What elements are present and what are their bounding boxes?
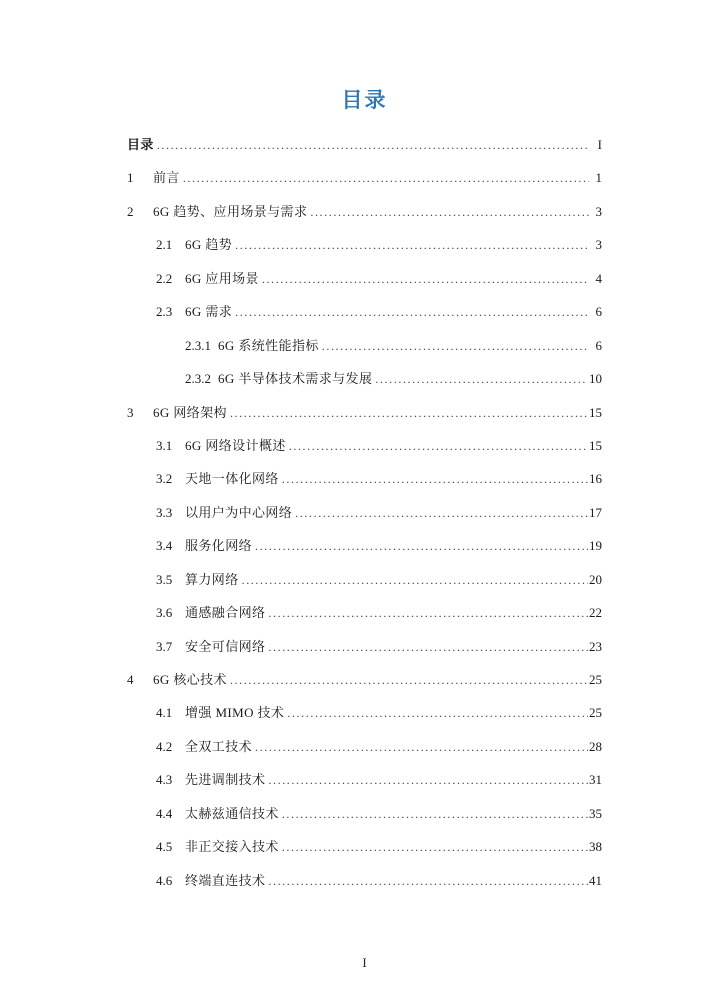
footer-page-number: I	[362, 955, 367, 970]
toc-entry-number: 4.3	[156, 772, 173, 788]
toc-entry-label: 前言	[153, 170, 180, 186]
toc-entry-page: 3	[595, 237, 602, 253]
toc-entry[interactable]	[127, 663, 602, 696]
toc-dot-leader	[262, 262, 589, 296]
toc-dot-leader	[282, 830, 588, 864]
toc-entry-label: 6G 系统性能指标	[218, 337, 319, 353]
toc-entry[interactable]	[127, 362, 602, 395]
toc-dot-leader	[310, 195, 589, 229]
toc-dot-leader	[289, 429, 588, 463]
toc-entry-number: 2.3.2	[185, 371, 211, 387]
toc-entry-label: 6G 网络设计概述	[185, 437, 286, 453]
toc-entry-label: 6G 半导体技术需求与发展	[218, 371, 373, 387]
toc-entry-label: 终端直连技术	[185, 872, 266, 888]
toc-entry[interactable]	[127, 195, 602, 228]
toc-entry-page: 17	[589, 504, 602, 520]
toc-entry-label: 目录	[127, 137, 154, 152]
toc-entry[interactable]	[127, 329, 602, 362]
toc-entry-page: 3	[595, 203, 602, 219]
table-of-contents	[127, 128, 602, 897]
toc-entry-page: 22	[589, 605, 602, 621]
toc-entry[interactable]	[127, 696, 602, 729]
toc-entry-number: 4.4	[156, 805, 173, 821]
toc-entry-page: 28	[589, 738, 602, 754]
toc-dot-leader	[235, 295, 589, 329]
toc-entry-label: 通感融合网络	[185, 605, 266, 621]
toc-dot-leader	[255, 529, 588, 563]
toc-dot-leader	[322, 329, 589, 363]
toc-entry-number: 2	[127, 203, 134, 219]
toc-entry-number: 3.6	[156, 605, 173, 621]
toc-entry-label: 太赫兹通信技术	[185, 805, 279, 821]
toc-entry[interactable]	[127, 496, 602, 529]
toc-entry-label: 天地一体化网络	[185, 471, 279, 487]
toc-dot-leader	[268, 596, 588, 630]
toc-dot-leader	[157, 128, 589, 162]
toc-dot-leader	[183, 161, 589, 195]
toc-entry-number: 2.1	[156, 237, 173, 253]
toc-entry-number: 4.6	[156, 872, 173, 888]
toc-dot-leader	[235, 228, 589, 262]
toc-entry[interactable]	[127, 830, 602, 863]
toc-entry-number: 2.3	[156, 304, 173, 320]
toc-entry-page: 19	[589, 538, 602, 554]
toc-entry-number: 4.5	[156, 839, 173, 855]
toc-entry-number: 2.2	[156, 270, 173, 286]
toc-entry[interactable]	[127, 797, 602, 830]
toc-entry-number: 1	[127, 170, 134, 186]
toc-entry[interactable]	[127, 596, 602, 629]
toc-entry-label: 算力网络	[185, 571, 239, 587]
toc-entry-label: 非正交接入技术	[185, 839, 279, 855]
toc-entry-page: 16	[589, 471, 602, 487]
toc-entry-page: I	[597, 137, 602, 152]
toc-entry-page: 1	[595, 170, 602, 186]
toc-entry-page: 20	[589, 571, 602, 587]
toc-entry-label: 6G 核心技术	[153, 672, 227, 687]
toc-dot-leader	[287, 696, 588, 730]
toc-entry-label: 增强 MIMO 技术	[185, 705, 285, 721]
toc-entry-label: 6G 网络架构	[153, 404, 227, 420]
toc-dot-leader	[295, 496, 588, 530]
toc-entry[interactable]	[127, 429, 602, 462]
toc-entry-page: 38	[589, 839, 602, 855]
toc-dot-leader	[282, 797, 588, 831]
page-title: 目录	[341, 88, 388, 112]
toc-entry-number: 3	[127, 404, 134, 420]
toc-dot-leader	[230, 396, 588, 430]
toc-entry-page: 25	[589, 705, 602, 721]
toc-entry-label: 服务化网络	[185, 538, 253, 554]
toc-entry[interactable]	[127, 396, 602, 429]
toc-entry[interactable]	[127, 262, 602, 295]
toc-entry[interactable]	[127, 295, 602, 328]
toc-entry-label: 安全可信网络	[185, 638, 266, 654]
toc-dot-leader	[255, 730, 588, 764]
toc-dot-leader	[282, 462, 588, 496]
toc-entry-label: 先进调制技术	[185, 772, 266, 788]
toc-entry[interactable]	[127, 128, 602, 161]
toc-dot-leader	[268, 864, 588, 898]
toc-entry-page: 15	[589, 437, 602, 453]
toc-entry-page: 23	[589, 638, 602, 654]
toc-entry-number: 3.2	[156, 471, 173, 487]
toc-entry-page: 10	[589, 371, 602, 387]
toc-entry[interactable]	[127, 228, 602, 261]
toc-entry[interactable]	[127, 462, 602, 495]
toc-entry[interactable]	[127, 563, 602, 596]
toc-entry[interactable]	[127, 630, 602, 663]
toc-entry-number: 3.4	[156, 538, 173, 554]
toc-entry[interactable]	[127, 864, 602, 897]
toc-entry[interactable]	[127, 763, 602, 796]
page-content	[127, 0, 602, 1004]
toc-entry-page: 4	[595, 270, 602, 286]
toc-entry-page: 41	[589, 872, 602, 888]
toc-entry[interactable]	[127, 730, 602, 763]
toc-entry-page: 31	[589, 772, 602, 788]
toc-entry-number: 3.3	[156, 504, 173, 520]
toc-entry-label: 6G 趋势	[185, 237, 233, 253]
toc-entry[interactable]	[127, 529, 602, 562]
toc-entry-label: 6G 应用场景	[185, 270, 259, 286]
toc-entry-number: 4	[127, 672, 134, 687]
toc-entry-page: 6	[595, 304, 602, 320]
toc-entry-label: 6G 需求	[185, 304, 233, 320]
toc-entry-number: 3.5	[156, 571, 173, 587]
toc-entry-page: 35	[589, 805, 602, 821]
toc-entry-label: 以用户为中心网络	[185, 504, 293, 520]
toc-entry-number: 3.7	[156, 638, 173, 654]
toc-entry-page: 6	[595, 337, 602, 353]
toc-dot-leader	[375, 362, 588, 396]
toc-entry-number: 3.1	[156, 437, 173, 453]
toc-entry-label: 6G 趋势、应用场景与需求	[153, 203, 308, 219]
toc-dot-leader	[268, 630, 588, 664]
toc-entry-number: 4.2	[156, 738, 173, 754]
toc-entry[interactable]	[127, 161, 602, 194]
toc-entry-number: 4.1	[156, 705, 173, 721]
toc-entry-number: 2.3.1	[185, 337, 211, 353]
toc-entry-label: 全双工技术	[185, 738, 253, 754]
toc-entry-page: 15	[589, 404, 602, 420]
toc-dot-leader	[230, 663, 588, 697]
toc-dot-leader	[242, 563, 588, 597]
toc-entry-page: 25	[589, 672, 602, 687]
toc-dot-leader	[268, 763, 588, 797]
